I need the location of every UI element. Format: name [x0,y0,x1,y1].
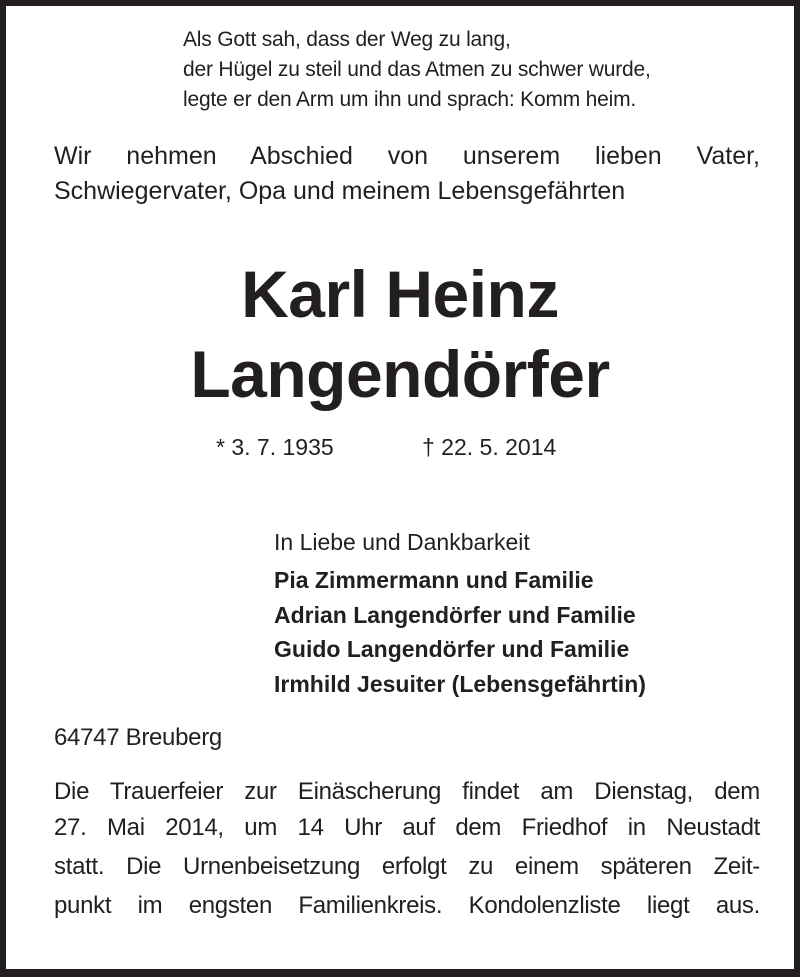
notice-line: 27. Mai 2014, um 14 Uhr auf dem Friedhof in Neustadt [54,814,760,841]
poem-line: der Hügel zu steil und das Atmen zu schwer wurde, [183,58,651,81]
mourner-name: Adrian Langendörfer und Familie [274,602,636,628]
mourners-intro: In Liebe und Dankbarkeit [274,529,530,555]
poem-line: legte er den Arm um ihn und sprach: Komm heim. [183,88,637,111]
intro-line: Schwiegervater, Opa und meinem Lebensgefährten [54,177,626,205]
death-date: † 22. 5. 2014 [422,434,557,460]
intro-line: Wir nehmen Abschied von unserem lieben Vater, [54,142,760,170]
mourner-name: Pia Zimmermann und Familie [274,567,594,593]
obituary-notice [6,6,794,969]
mourner-name: Irmhild Jesuiter (Lebensgefährtin) [274,671,646,697]
notice-line: punkt im engsten Familienkreis. Kondolenzliste liegt aus. [54,892,760,919]
poem-line: Als Gott sah, dass der Weg zu lang, [183,28,511,51]
notice-line: statt. Die Urnenbeisetzung erfolgt zu einem späteren Zeit- [54,853,760,880]
notice-line: Die Trauerfeier zur Einäscherung findet am Dienstag, dem [54,778,760,805]
mourner-name: Guido Langendörfer und Familie [274,636,630,662]
birth-date: * 3. 7. 1935 [216,434,334,460]
location: 64747 Breuberg [54,724,222,751]
deceased-last-name: Langendörfer [190,337,610,411]
deceased-first-name: Karl Heinz [241,257,559,331]
